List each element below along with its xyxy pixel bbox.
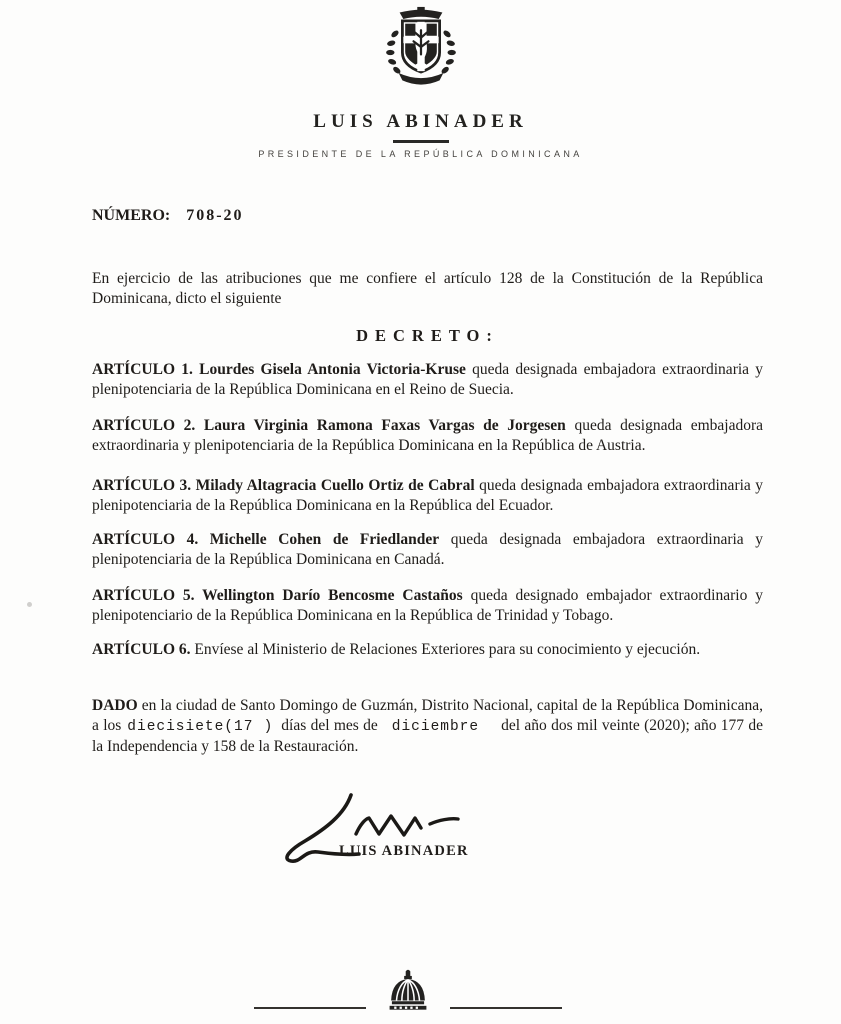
signed-name: LUIS ABINADER [339,843,469,859]
article-paragraph-2 [92,416,763,456]
decree-number-label: NÚMERO: [92,207,171,224]
palace-dome-icon [385,968,431,1018]
coat-of-arms-icon [374,6,468,91]
signature-block [253,791,468,866]
president-title: PRESIDENTE DE LA REPÚBLICA DOMINICANA [258,149,583,159]
article-6-label: ARTÍCULO 6. [92,641,191,658]
article-5-text: queda designado embajador extraordinario y plenipotenciario de la República Dominicana en la República de Trinidad y Tobago. [92,587,763,624]
letterhead [0,0,841,159]
dado-text-3: del año dos mil veinte (2020); año 177 de la Independencia y 158 de la Restauración. [92,717,763,755]
article-4-text: queda designada embajadora extraordinaria y plenipotenciaria de la República Dominicana en Canadá. [92,531,764,568]
article-5-label: ARTÍCULO 5. [92,587,195,604]
decree-heading: DECRETO: [356,326,499,345]
dado-label: DADO [92,697,138,714]
document-body [92,207,763,757]
article-3-text: queda designada embajadora extraordinaria y plenipotenciaria de la República Dominicana en la República del Ecuador. [92,477,764,514]
article-3-label: ARTÍCULO 3. [92,477,192,494]
article-2-appointee: Laura Virginia Ramona Faxas Vargas de Jorgesen [203,417,566,434]
article-1-appointee: Lourdes Gisela Antonia Victoria-Kruse [199,361,466,378]
article-2-label: ARTÍCULO 2. [92,417,196,434]
article-paragraph-4 [92,530,763,570]
article-paragraph-3 [92,476,763,516]
footer-right-line [450,1007,562,1009]
article-4-label: ARTÍCULO 4. [92,531,199,548]
decree-number-line [92,207,763,225]
intro-paragraph: En ejercicio de las atribuciones que me confiere el artículo 128 de la Constitución de la República Dominicana, dicto el siguiente [92,270,763,307]
scan-artifact-dot [27,602,32,607]
article-paragraph-6 [92,640,763,660]
dado-text-1: en la ciudad de Santo Domingo de Guzmán, Distrito Nacional, capital de la República Dominicana, a los [92,697,764,734]
article-paragraph-5 [92,586,763,626]
article-paragraph-1 [92,360,763,400]
article-3-appointee: Milady Altagracia Cuello Ortiz de Cabral [195,477,475,494]
dado-text-2: días del mes de [281,717,378,734]
article-2-text: queda designada embajadora extraordinaria y plenipotenciaria de la República Dominicana en la República de Austria. [92,417,764,454]
header-divider [393,140,449,143]
footer-left-line [254,1007,366,1009]
typed-day-value: diecisiete(17 ) [127,719,274,735]
article-1-text: queda designada embajadora extraordinaria y plenipotenciaria de la República Dominicana en el Reino de Suecia. [92,361,764,398]
article-5-appointee: Wellington Darío Bencosme Castaños [202,587,463,604]
typed-month-value: diciembre [391,719,480,735]
article-4-appointee: Michelle Cohen de Friedlander [209,531,440,548]
dado-paragraph [92,696,763,757]
article-1-label: ARTÍCULO 1. [92,361,193,378]
footer-ornament [0,968,828,1018]
president-name: LUIS ABINADER [313,111,528,132]
decree-number-value: 708-20 [186,207,244,224]
article-6-text: Envíese al Ministerio de Relaciones Exteriores para su conocimiento y ejecución. [194,641,701,658]
